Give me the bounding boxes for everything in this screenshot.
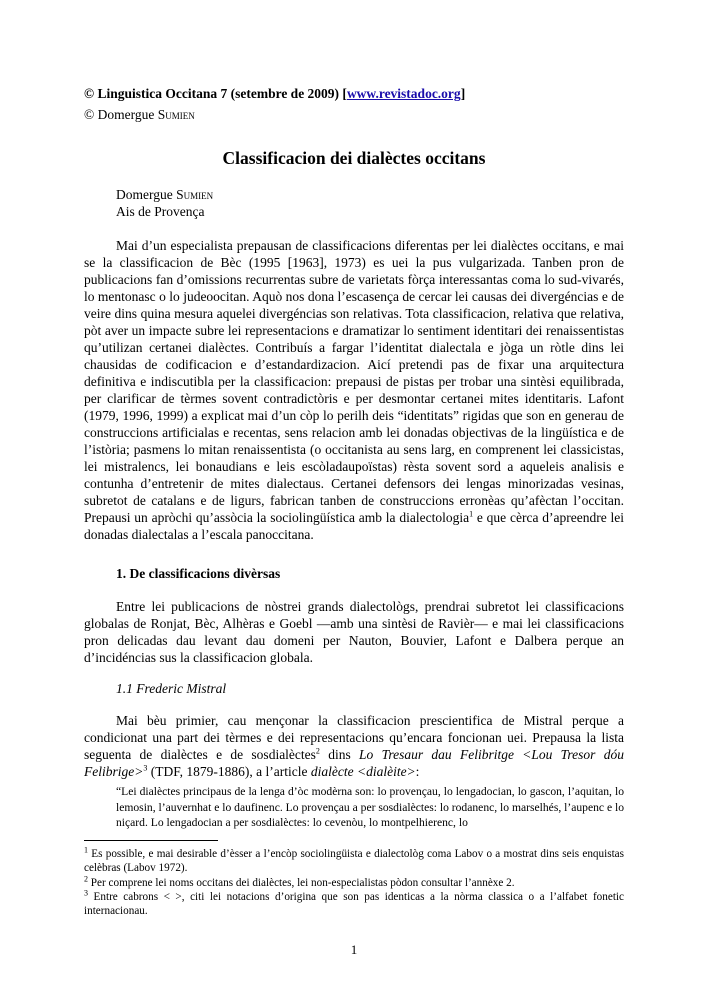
footnote-2: $^2$ Per comprene lei noms occitans dei dialèctes, lei non-especialistas pòdon consultar l’annèxe 2. [84,874,515,889]
footnote-ref-3[interactable]: 3 [143,763,148,773]
work-title-tresaur: Lo Tresaur dau Felibritge <Lou Tresor dóu Felibrige> [84,747,624,779]
block-quote: “Lei dialèctes principaus de la lenga d’òc modèrna son: lo provençau, lo lengadocian, lo gascon, l’aquitan, lo lemosin, l’auvernhat e lo daufinenc. Lo provençau a per sosdialèctes: lo rodanenc, lo marselhés, l’aupenc e lo niçard. Lo lengadocian a per sosdialèctes: lo cevenòu, lo montpelhierenc, lo [116,785,625,829]
footnote-divider [84,840,218,841]
section-heading-1: 1. De classificacions divèrsas [116,566,281,581]
author-name: Domergue Sumien [116,187,214,202]
author-block [116,186,213,220]
author-affiliation: Ais de Provença [116,204,205,219]
section-1-1-paragraph: Mai bèu primier, cau mençonar la classificacion prescientifica de Mistral perque a condicionat una part dei tèrmes e dei representacions qu’encara foncionan uei. Prepausa la lista seguenta de dialèctes e de sosdialèctes$^2$ dins Lo Tresaur dau Felibritge <Lou Tresor dóu Felibrige>$^3$ (TDF, 1879-1886), a l’article dialècte <dialèite>: [84,713,624,779]
footnote-ref-1[interactable]: 1 [469,509,474,519]
journal-link[interactable]: www.revistadoc.org [346,86,461,101]
footnote-1: $^1$ Es possible, e mai desirable d’èsser a l’encòp sociolingüista e dialectològ coma Labov o a mostrat dins seis enquistas celèbras (Labov 1972). [84,845,624,874]
page-number: 1 [350,942,358,957]
copyright-line: © Domergue Sumien [84,107,195,122]
article-title: Classificacion dei dialèctes occitans [222,148,486,168]
intro-paragraph: Mai d’un especialista prepausan de classificacions diferentas per lei dialèctes occitans, e mai se la classificacion de Bèc (1995 [1963], 1973) es uei la pus vulgarizada. Tanben pron de publicacions fan d’omissions recurrentas subre de varietats fòrça interessantas coma lo sud-vivarés, lo mentonasc o lo judeoocitan. Aquò nos dona l’escasença de cercar lei causas dei divergéncias e de veire dins quina mesura aquelei divergéncias son relativas. Tota classificacion, relativa que relativa, pòt aver un impacte subre lei representacions e dramatizar lo sentiment identitari dei renaissentistas qu’utilizan certanei dialèctes. Contribuís a fargar l’identitat dialectala e jòga un ròtle dins lei chausidas de codificacion e d’estandardizacion. Aicí pretendi pas de fixar una arquitectura definitiva e indiscutibla per la classificacion: prepausi de pistas per trobar una sintèsi equilibrada, per clarificar de tèrmes sovent contradictòris e per desmontar certanei mites identitaris. Lafont (1979, 1996, 1999) a explicat mai d’un còp lo perilh deis “identitats” rigidas que son en generau de construccions artificialas e recentas, sens relacion amb lei donadas objectivas de la lingüística e de l’istòria; pasmens lo mitan renaissentista (o occitanista au sens larg, en comprenent lei classicistas, lei mistralencs, lei bonaudians e leis escòladaupoïstas) rèsta sovent sord a aqueleis analisis e contunha d’entretenir de mites dialectaus. Certanei defensors dei lengas minorizadas vesinas, subretot de catalans e de ligurs, fabrican tanben de construccions erronèas qu’afèctan l’occitan. Prepausi un apròchi qu’assòcia la sociolingüística amb la dialectologia$^1$ e que cèrca d’apreendre lei donadas dialectalas a l’escala panoccitana. [84,238,624,542]
journal-header: © Linguistica Occitana 7 (setembre de 2009) [www.revistadoc.org] [84,86,466,101]
section-1-paragraph: Entre lei publicacions de nòstrei grands dialectològs, prendrai subretot lei classificacions globalas de Ronjat, Bèc, Alhèras e Goebl —amb una sintèsi de Ravièr— e mai lei classificacions pron delicadas dau levant dau domeni per Nauton, Bouvier, Lafont e Dalbera perque an d’incidéncias sus la classificacion globala. [84,599,624,665]
section-heading-1-1: 1.1 Frederic Mistral [116,681,227,696]
footnote-ref-2[interactable]: 2 [315,746,320,756]
footnote-3: $^3$ Entre cabrons < >, citi lei notacions d’origina que son pas identicas a la nòrma classica o a l’alfabet fonetic internacionau. [84,888,624,917]
article-term-dialecte: dialècte <dialèite> [310,764,416,779]
